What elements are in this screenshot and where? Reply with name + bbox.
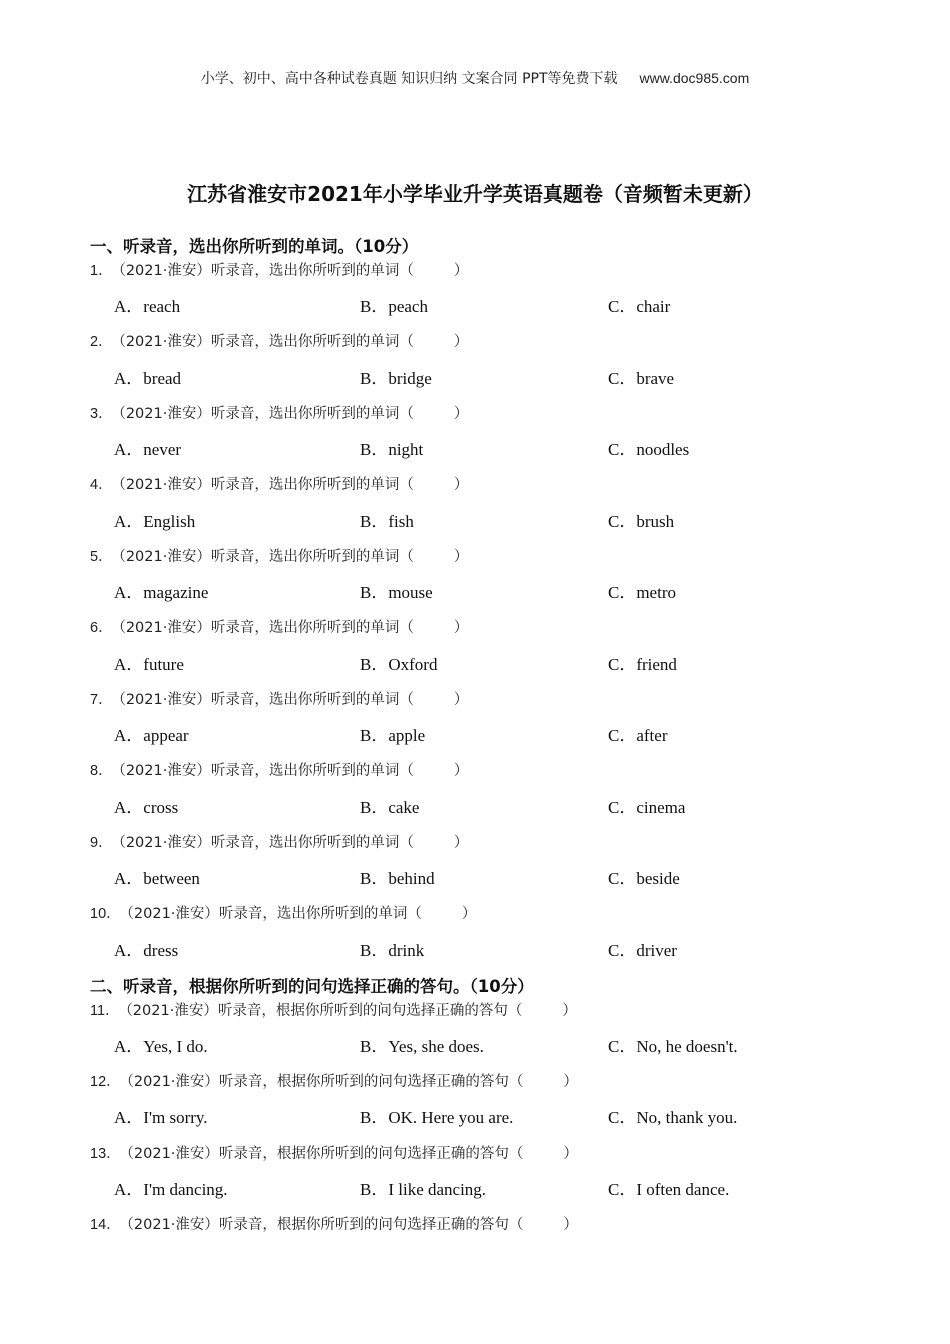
question-text: （2021·淮安）听录音，选出你所听到的单词（	[118, 477, 414, 493]
option-a[interactable]: A．between	[114, 869, 200, 888]
question-close-paren: ）	[453, 549, 469, 565]
option-b[interactable]: B．drink	[360, 941, 425, 960]
exam-title: 江苏省淮安市2021年小学毕业升学英语真题卷（音频暂未更新）	[187, 182, 763, 206]
option-c[interactable]: C．driver	[608, 941, 677, 960]
question-number: 14．	[90, 1217, 121, 1233]
option-b[interactable]: B．Oxford	[360, 655, 438, 674]
question-text: （2021·淮安）听录音，选出你所听到的单词（	[118, 334, 414, 350]
question-number: 3．	[90, 406, 113, 422]
question-close-paren: ）	[453, 620, 469, 636]
option-c[interactable]: C．I often dance.	[608, 1180, 730, 1199]
question-text: （2021·淮安）听录音，根据你所听到的问句选择正确的答句（	[126, 1146, 524, 1162]
option-c[interactable]: C．brush	[608, 512, 675, 531]
option-c[interactable]: C．chair	[608, 297, 671, 316]
option-a[interactable]: A．appear	[114, 726, 189, 745]
question-number: 4．	[90, 477, 113, 493]
question-text: （2021·淮安）听录音，根据你所听到的问句选择正确的答句（	[126, 1074, 524, 1090]
section-heading: 一、听录音，选出你所听到的单词。（10分）	[90, 237, 419, 256]
question-text: （2021·淮安）听录音，选出你所听到的单词（	[118, 763, 414, 779]
question-text: （2021·淮安）听录音，根据你所听到的问句选择正确的答句（	[125, 1003, 523, 1019]
section-heading: 二、听录音，根据你所听到的问句选择正确的答句。（10分）	[90, 977, 534, 996]
option-b[interactable]: B．I like dancing.	[360, 1180, 487, 1199]
option-c[interactable]: C．friend	[608, 655, 677, 674]
option-c[interactable]: C．beside	[608, 869, 680, 888]
question-number: 7．	[90, 692, 113, 708]
question-number: 5．	[90, 549, 113, 565]
question-close-paren: ）	[563, 1074, 578, 1090]
header-site-link[interactable]: www.doc985.com	[639, 70, 750, 86]
option-c[interactable]: C．No, he doesn't.	[608, 1037, 738, 1056]
question-text: （2021·淮安）听录音，选出你所听到的单词（	[118, 406, 414, 422]
option-a[interactable]: A．future	[114, 655, 184, 674]
option-a[interactable]: A．I'm sorry.	[114, 1108, 208, 1127]
question-stem	[90, 259, 468, 280]
question-stem	[90, 1213, 578, 1234]
question-text: （2021·淮安）听录音，选出你所听到的单词（	[118, 620, 414, 636]
option-b[interactable]: B．apple	[360, 726, 426, 745]
option-c[interactable]: C．noodles	[608, 440, 690, 459]
question-close-paren: ）	[563, 1217, 578, 1233]
page-header	[0, 68, 950, 88]
question-stem	[90, 759, 468, 780]
option-b[interactable]: B．bridge	[360, 369, 432, 388]
question-stem	[90, 330, 468, 351]
option-c[interactable]: C．No, thank you.	[608, 1108, 738, 1127]
question-text: （2021·淮安）听录音，选出你所听到的单词（	[118, 263, 414, 279]
question-close-paren: ）	[453, 263, 469, 279]
option-a[interactable]: A．cross	[114, 798, 179, 817]
question-text: （2021·淮安）听录音，选出你所听到的单词（	[118, 549, 414, 565]
option-b[interactable]: B．peach	[360, 297, 428, 316]
option-b[interactable]: B．fish	[360, 512, 414, 531]
question-close-paren: ）	[563, 1146, 578, 1162]
question-close-paren: ）	[453, 692, 469, 708]
option-a[interactable]: A．I'm dancing.	[114, 1180, 228, 1199]
question-number: 12．	[90, 1074, 121, 1090]
option-b[interactable]: B．night	[360, 440, 424, 459]
question-number: 6．	[90, 620, 113, 636]
option-a[interactable]: A．reach	[114, 297, 181, 316]
option-b[interactable]: B．behind	[360, 869, 435, 888]
question-close-paren: ）	[453, 835, 469, 851]
option-a[interactable]: A．English	[114, 512, 196, 531]
question-number: 10．	[90, 906, 121, 922]
question-stem	[90, 545, 468, 566]
option-b[interactable]: B．Yes, she does.	[360, 1037, 484, 1056]
option-a[interactable]: A．magazine	[114, 583, 209, 602]
option-c[interactable]: C．cinema	[608, 798, 686, 817]
option-c[interactable]: C．brave	[608, 369, 675, 388]
question-number: 9．	[90, 835, 113, 851]
option-b[interactable]: B．mouse	[360, 583, 433, 602]
question-number: 13．	[90, 1146, 121, 1162]
option-a[interactable]: A．Yes, I do.	[114, 1037, 208, 1056]
question-stem	[90, 1070, 578, 1091]
question-number: 1．	[90, 263, 113, 279]
question-text: （2021·淮安）听录音，选出你所听到的单词（	[118, 835, 414, 851]
question-close-paren: ）	[562, 1003, 577, 1019]
question-stem	[90, 688, 468, 709]
question-stem	[90, 616, 468, 637]
question-close-paren: ）	[453, 406, 469, 422]
question-stem	[90, 402, 468, 423]
question-number: 11．	[90, 1003, 120, 1019]
question-close-paren: ）	[453, 334, 469, 350]
option-a[interactable]: A．dress	[114, 941, 179, 960]
header-text: 小学、初中、高中各种试卷真题 知识归纳 文案合同 PPT等免费下载	[200, 71, 618, 87]
question-text: （2021·淮安）听录音，选出你所听到的单词（	[118, 692, 414, 708]
option-a[interactable]: A．never	[114, 440, 182, 459]
question-number: 8．	[90, 763, 113, 779]
option-b[interactable]: B．OK. Here you are.	[360, 1108, 514, 1127]
option-c[interactable]: C．metro	[608, 583, 676, 602]
question-stem	[90, 1142, 578, 1163]
question-close-paren: ）	[453, 763, 469, 779]
question-number: 2．	[90, 334, 113, 350]
question-text: （2021·淮安）听录音，选出你所听到的单词（	[126, 906, 422, 922]
question-stem	[90, 831, 468, 852]
option-a[interactable]: A．bread	[114, 369, 182, 388]
question-stem	[90, 999, 577, 1020]
question-stem	[90, 473, 468, 494]
question-close-paren: ）	[461, 906, 477, 922]
question-stem	[90, 902, 476, 923]
option-c[interactable]: C．after	[608, 726, 668, 745]
question-text: （2021·淮安）听录音，根据你所听到的问句选择正确的答句（	[126, 1217, 524, 1233]
option-b[interactable]: B．cake	[360, 798, 420, 817]
question-close-paren: ）	[453, 477, 469, 493]
